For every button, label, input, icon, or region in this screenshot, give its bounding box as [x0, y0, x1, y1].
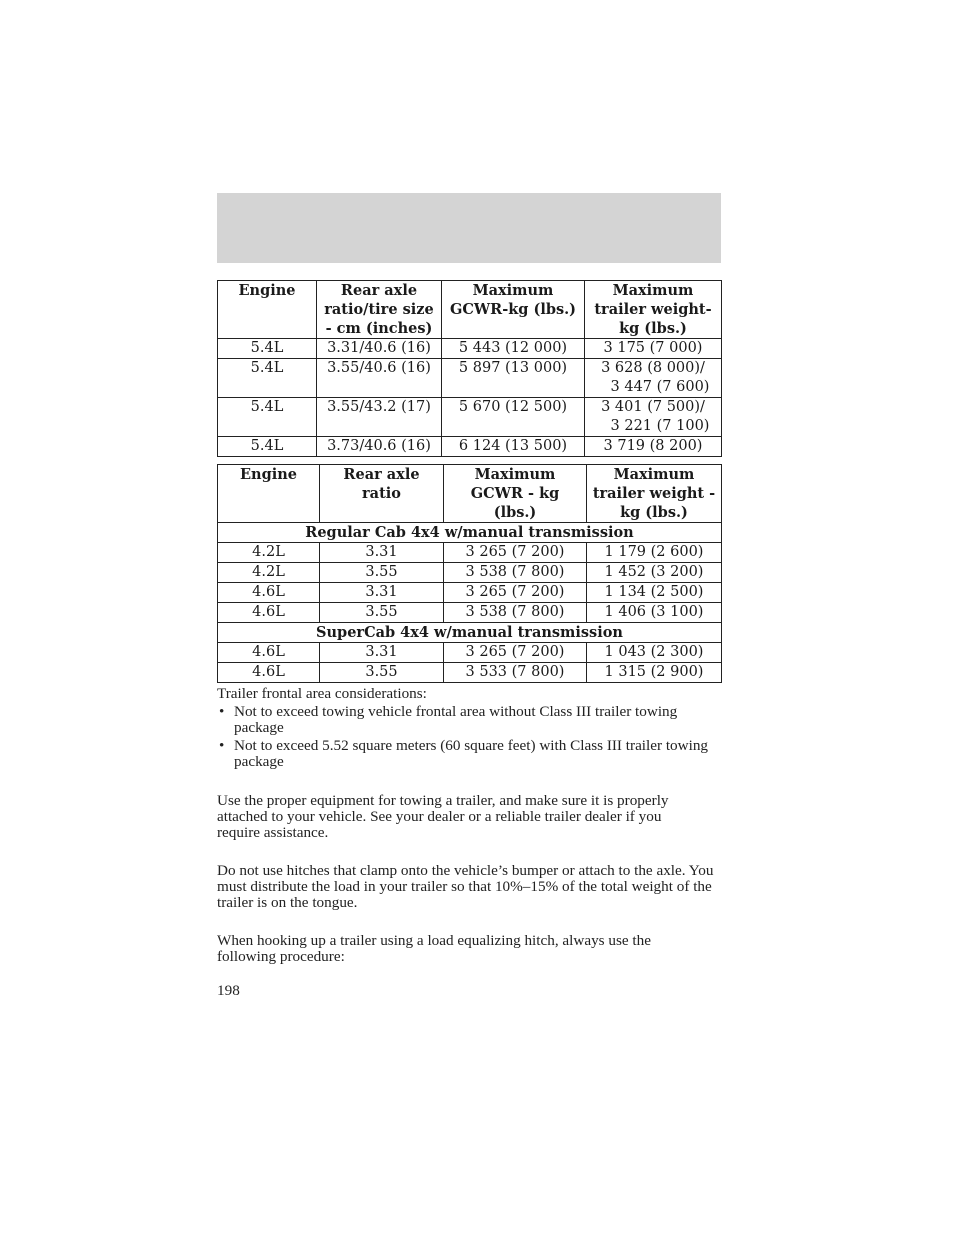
table-row [218, 543, 722, 563]
towing-table-5-4l [217, 280, 722, 457]
cell-axle: 3.55 [320, 603, 444, 623]
cell-engine: 4.2L [218, 543, 320, 563]
paragraph-procedure: When hooking up a trailer using a load equalizing hitch, always use the following procedure: [217, 932, 651, 965]
cell-engine: 5.4L [218, 359, 317, 398]
cell-engine: 4.2L [218, 563, 320, 583]
header-max-gcwr: Maximum GCWR - kg (lbs.) [444, 465, 587, 523]
cell-gcwr: 3 533 (7 800) [444, 663, 587, 683]
table-row [218, 563, 722, 583]
section-title-supercab: SuperCab 4x4 w/manual transmission [218, 623, 722, 643]
cell-trailer-weight: 1 179 (2 600) [587, 543, 722, 563]
cell-engine: 4.6L [218, 643, 320, 663]
table-row [218, 339, 722, 359]
cell-gcwr: 5 443 (12 000) [442, 339, 585, 359]
section-title-regular-cab: Regular Cab 4x4 w/manual transmission [218, 523, 722, 543]
bullet-item [217, 738, 727, 770]
cell-trailer-weight: 1 043 (2 300) [587, 643, 722, 663]
header-engine: Engine [218, 281, 317, 339]
trailer-weight-line-2: 3 221 (7 100) [610, 418, 710, 434]
header-max-trailer-weight: Maximum trailer weight-kg (lbs.) [585, 281, 722, 339]
table-header-row [218, 465, 722, 523]
cell-axle: 3.55 [320, 663, 444, 683]
cell-axle: 3.31 [320, 643, 444, 663]
cell-axle: 3.55 [320, 563, 444, 583]
cell-engine: 5.4L [218, 437, 317, 457]
cell-gcwr: 5 897 (13 000) [442, 359, 585, 398]
cell-gcwr: 3 265 (7 200) [444, 543, 587, 563]
trailer-weight-line-2: 3 447 (7 600) [610, 379, 710, 395]
cell-gcwr: 3 538 (7 800) [444, 603, 587, 623]
cell-gcwr: 3 265 (7 200) [444, 643, 587, 663]
cell-gcwr: 6 124 (13 500) [442, 437, 585, 457]
cell-axle: 3.31/40.6 (16) [317, 339, 442, 359]
table-row [218, 663, 722, 683]
table-row [218, 603, 722, 623]
cell-trailer-weight: 1 134 (2 500) [587, 583, 722, 603]
bullet-dot-icon: • [219, 737, 225, 754]
bullet-item [217, 704, 727, 736]
trailer-weight-line-1: 3 401 (7 500)/ [601, 399, 705, 415]
towing-table-4x4-manual [217, 464, 722, 683]
cell-engine: 5.4L [218, 398, 317, 437]
section-row [218, 523, 722, 543]
bullet-text: Not to exceed towing vehicle frontal area without Class III trailer towing package [234, 703, 678, 736]
cell-trailer-weight [585, 359, 722, 398]
header-band [217, 193, 721, 263]
cell-trailer-weight [585, 398, 722, 437]
cell-engine: 4.6L [218, 663, 320, 683]
cell-axle: 3.31 [320, 583, 444, 603]
cell-engine: 4.6L [218, 603, 320, 623]
cell-axle: 3.73/40.6 (16) [317, 437, 442, 457]
cell-trailer-weight: 1 406 (3 100) [587, 603, 722, 623]
table-row [218, 398, 722, 437]
trailer-weight-line-1: 3 628 (8 000)/ [601, 360, 705, 376]
frontal-area-title: Trailer frontal area considerations: [217, 685, 427, 702]
cell-trailer-weight: 3 719 (8 200) [585, 437, 722, 457]
cell-axle: 3.31 [320, 543, 444, 563]
paragraph-equipment: Use the proper equipment for towing a trailer, and make sure it is properly attached to your vehicle. See your dealer or a reliable trailer dealer if you require assistance. [217, 792, 669, 841]
table-row [218, 437, 722, 457]
page-number: 198 [217, 982, 240, 999]
bullet-text: Not to exceed 5.52 square meters (60 square feet) with Class III trailer towing package [234, 737, 709, 770]
paragraph-hitches: Do not use hitches that clamp onto the vehicle’s bumper or attach to the axle. You must distribute the load in your trailer so that 10%–15% of the total weight of the trailer is on the tongue. [217, 862, 714, 911]
header-rear-axle-ratio-tire-size: Rear axle ratio/tire size - cm (inches) [317, 281, 442, 339]
cell-trailer-weight: 1 452 (3 200) [587, 563, 722, 583]
cell-engine: 5.4L [218, 339, 317, 359]
cell-trailer-weight: 1 315 (2 900) [587, 663, 722, 683]
cell-axle: 3.55/40.6 (16) [317, 359, 442, 398]
table-row [218, 583, 722, 603]
header-max-gcwr: Maximum GCWR-kg (lbs.) [442, 281, 585, 339]
bullet-dot-icon: • [219, 703, 225, 720]
table-header-row [218, 281, 722, 339]
frontal-area-block [217, 686, 727, 770]
section-row [218, 623, 722, 643]
header-engine: Engine [218, 465, 320, 523]
cell-gcwr: 3 265 (7 200) [444, 583, 587, 603]
header-rear-axle-ratio: Rear axle ratio [320, 465, 444, 523]
cell-trailer-weight: 3 175 (7 000) [585, 339, 722, 359]
cell-axle: 3.55/43.2 (17) [317, 398, 442, 437]
table-row [218, 643, 722, 663]
cell-gcwr: 5 670 (12 500) [442, 398, 585, 437]
cell-gcwr: 3 538 (7 800) [444, 563, 587, 583]
header-max-trailer-weight: Maximum trailer weight - kg (lbs.) [587, 465, 722, 523]
cell-engine: 4.6L [218, 583, 320, 603]
table-row [218, 359, 722, 398]
